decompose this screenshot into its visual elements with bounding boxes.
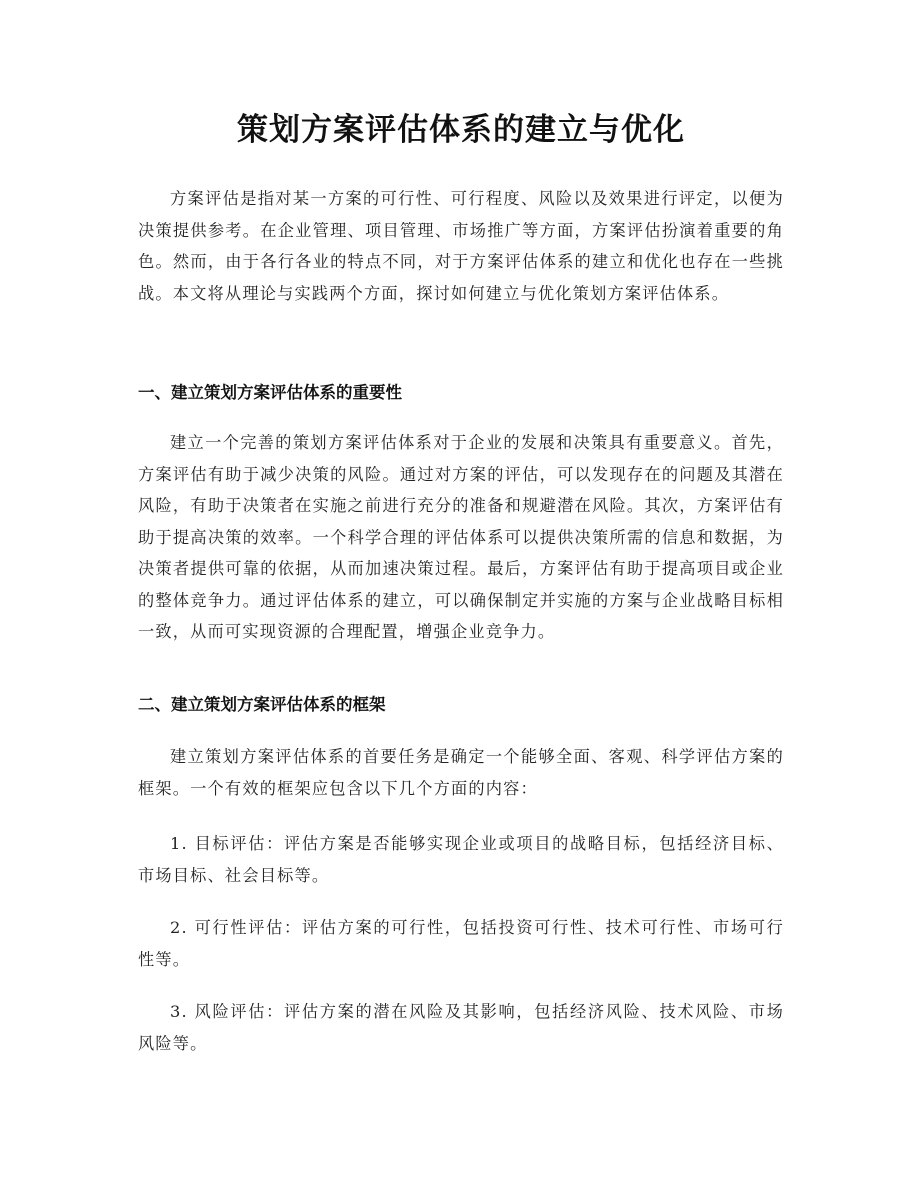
list-item-feasibility-evaluation: 2. 可行性评估：评估方案的可行性，包括投资可行性、技术可行性、市场可行性等。 xyxy=(138,918,784,969)
document-title: 策划方案评估体系的建立与优化 xyxy=(237,112,685,148)
section-paragraph-framework: 建立策划方案评估体系的首要任务是确定一个能够全面、客观、科学评估方案的框架。一个有效的框架应包含以下几个方面的内容： xyxy=(138,747,784,798)
section-heading-framework: 二、建立策划方案评估体系的框架 xyxy=(138,695,386,714)
intro-paragraph: 方案评估是指对某一方案的可行性、可行程度、风险以及效果进行评定，以便为决策提供参考。在企业管理、项目管理、市场推广等方面，方案评估扮演着重要的角色。然而，由于各行各业的特点不同，对于方案评估体系的建立和优化也存在一些挑战。本文将从理论与实践两个方面，探讨如何建立与优化策划方案评估体系。 xyxy=(138,189,784,303)
section-heading-importance: 一、建立策划方案评估体系的重要性 xyxy=(138,383,402,402)
section-paragraph-importance: 建立一个完善的策划方案评估体系对于企业的发展和决策具有重要意义。首先，方案评估有助于减少决策的风险。通过对方案的评估，可以发现存在的问题及其潜在风险，有助于决策者在实施之前进行充分的准备和规避潜在风险。其次，方案评估有助于提高决策的效率。一个科学合理的评估体系可以提供决策所需的信息和数据，为决策者提供可靠的依据，从而加速决策过程。最后，方案评估有助于提高项目或企业的整体竞争力。通过评估体系的建立，可以确保制定并实施的方案与企业战略目标相一致，从而可实现资源的合理配置，增强企业竞争力。 xyxy=(138,433,784,641)
list-item-risk-evaluation: 3. 风险评估：评估方案的潜在风险及其影响，包括经济风险、技术风险、市场风险等。 xyxy=(138,1002,784,1053)
list-item-goal-evaluation: 1. 目标评估：评估方案是否能够实现企业或项目的战略目标，包括经济目标、市场目标、社会目标等。 xyxy=(138,834,784,885)
